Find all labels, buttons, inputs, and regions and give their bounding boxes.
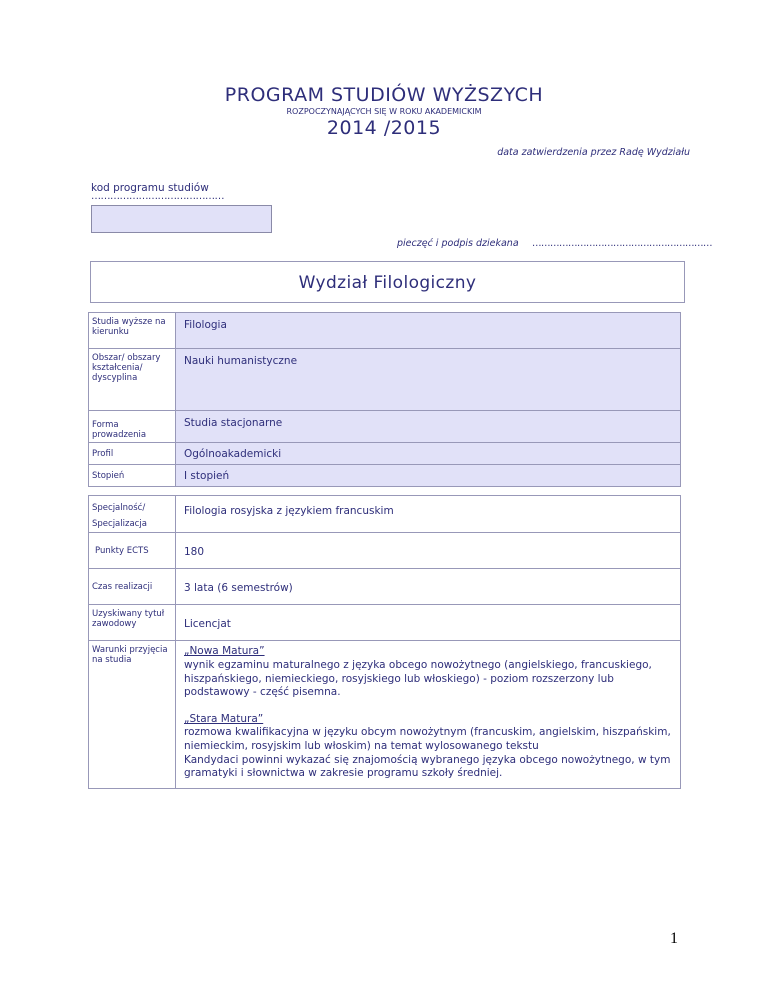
- row-label: Studia wyższe na kierunku: [89, 313, 176, 349]
- new-matura-text: wynik egzaminu maturalnego z języka obcego nowożytnego (angielskiego, francuskiego, hiszpańskiego, niemieckiego, rosyjskiego lub włoskiego) - poziom rozszerzony lub podstawowy - część pisemna.: [184, 658, 652, 699]
- stamp-field[interactable]: [91, 205, 272, 233]
- table-row: [89, 411, 681, 443]
- approval-note: data zatwierdzenia przez Radę Wydziału: [497, 147, 690, 158]
- specialization-table: [88, 495, 681, 789]
- signature-dots: ……………………………………………………: [532, 238, 712, 249]
- duration-value: 3 lata (6 semestrów): [176, 569, 681, 605]
- duration-label: Czas realizacji: [89, 569, 176, 605]
- degree-label: Uzyskiwany tytuł zawodowy: [89, 605, 176, 641]
- row-label: Obszar/ obszary kształcenia/ dyscyplina: [89, 349, 176, 411]
- table-row: [89, 605, 681, 641]
- old-matura-text: rozmowa kwalifikacyjna w języku obcym nowożytnym (francuskim, angielskim, hiszpańskim, niemieckim, rosyjskim lub włoskim) na temat wylosowanego tekstu: [184, 726, 671, 753]
- document-subtitle: ROZPOCZYNAJĄCYCH SIĘ W ROKU AKADEMICKIM: [286, 107, 482, 116]
- admission-label: Warunki przyjęcia na studia: [89, 641, 176, 789]
- row-label: Profil: [89, 443, 176, 465]
- specialization-value: Filologia rosyjska z językiem francuskim: [176, 496, 681, 533]
- table-row: [89, 443, 681, 465]
- faculty-name: Wydział Filologiczny: [298, 273, 477, 293]
- table-row: [89, 465, 681, 487]
- program-info-table: [88, 312, 681, 487]
- row-label: Forma prowadzenia: [89, 411, 176, 443]
- row-value: I stopień: [176, 465, 681, 487]
- ects-label: Punkty ECTS: [89, 533, 176, 569]
- table-row: [89, 496, 681, 533]
- degree-value: Licencjat: [176, 605, 681, 641]
- row-label: [89, 496, 176, 533]
- row-value: Ogólnoakademicki: [176, 443, 681, 465]
- table-row: [89, 641, 681, 789]
- new-matura-heading: „Nowa Matura”: [184, 645, 265, 658]
- faculty-box: [90, 261, 685, 303]
- table-row: [89, 349, 681, 411]
- table-row: [89, 313, 681, 349]
- ects-value: 180: [176, 533, 681, 569]
- page-number: 1: [670, 930, 678, 947]
- row-value: Filologia: [176, 313, 681, 349]
- document-title: PROGRAM STUDIÓW WYŻSZYCH: [224, 84, 544, 106]
- old-matura-text-2: Kandydaci powinni wykazać się znajomością wybranego języka obcego nowożytnego, w tym gramatyki i słownictwa w zakresie programu szkoły średniej.: [184, 753, 671, 780]
- row-value: Studia stacjonarne: [176, 411, 681, 443]
- old-matura-heading: „Stara Matura”: [184, 712, 264, 725]
- admission-requirements: [176, 641, 681, 789]
- academic-year: 2014 /2015: [326, 117, 442, 139]
- row-value: Nauki humanistyczne: [176, 349, 681, 411]
- specialization-label: Specjalność/: [92, 503, 146, 513]
- program-code-dots: ……………………………………: [91, 191, 224, 202]
- program-code-label: kod programu studiów: [91, 182, 209, 194]
- table-row: [89, 569, 681, 605]
- row-label: Stopień: [89, 465, 176, 487]
- signature-label: pieczęć i podpis dziekana: [397, 238, 519, 249]
- table-row: [89, 533, 681, 569]
- specialization-label-2: Specjalizacja: [92, 519, 147, 530]
